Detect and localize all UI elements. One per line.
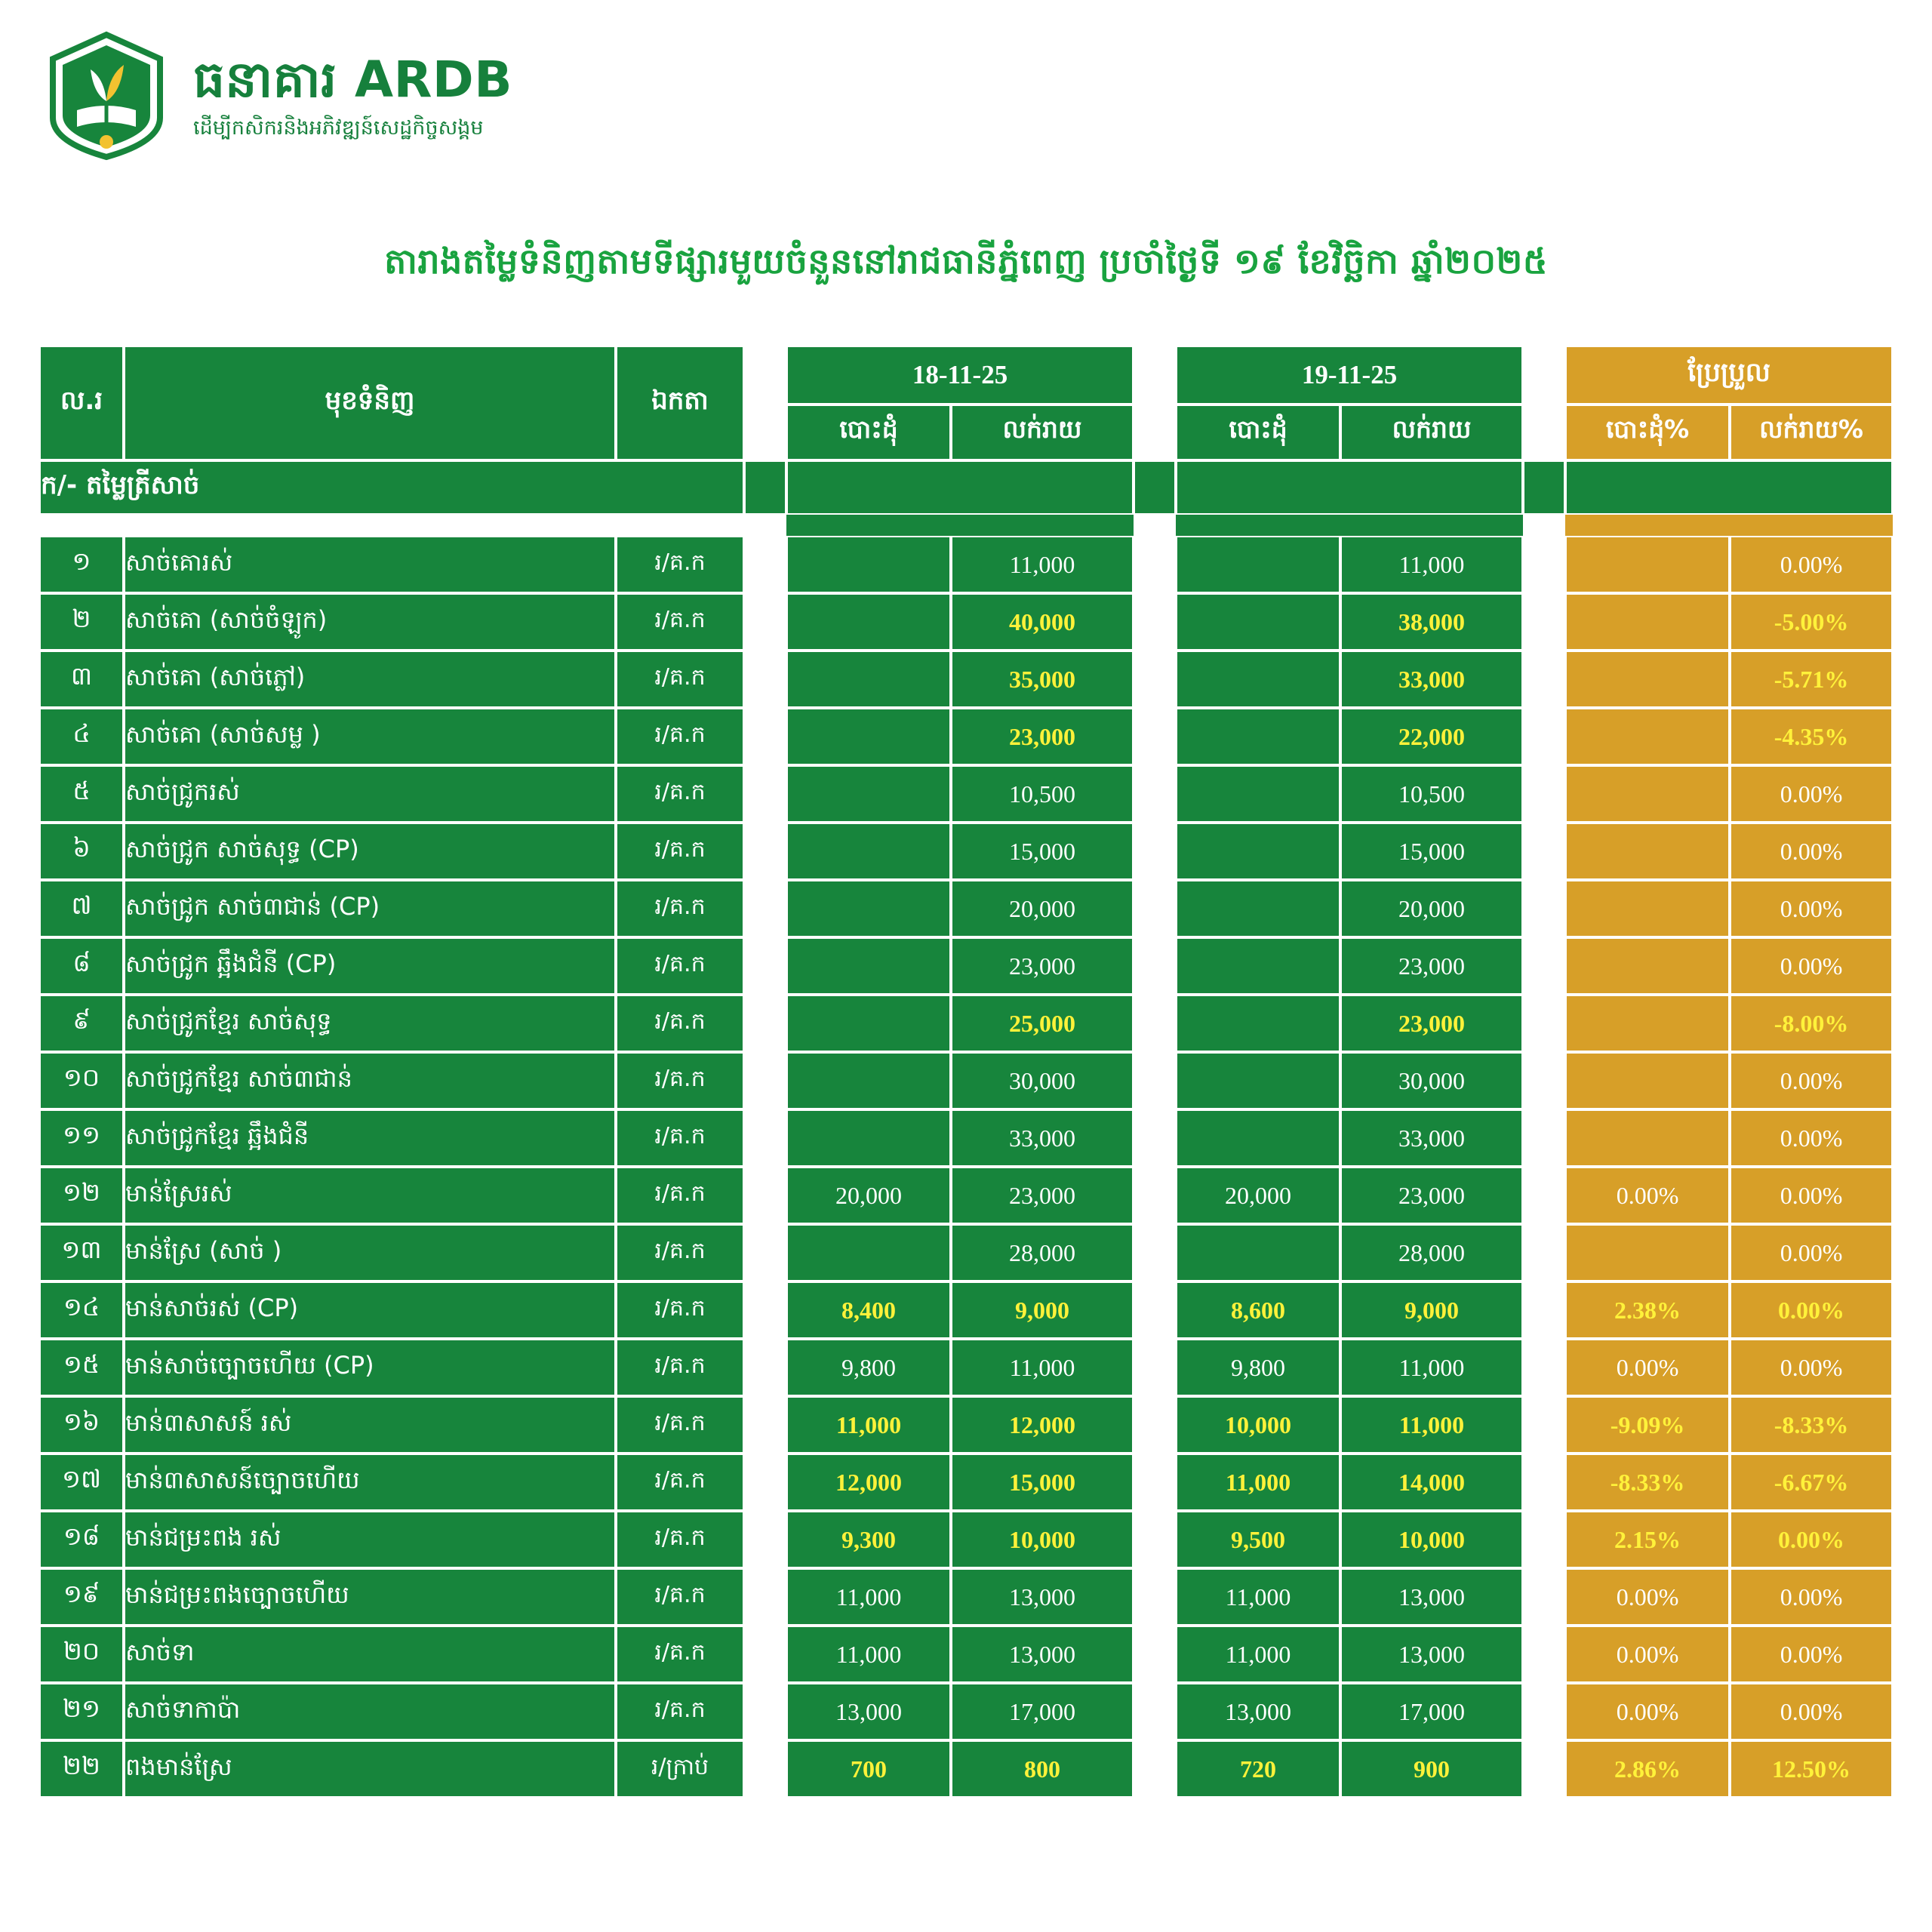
brand-header [39, 29, 512, 163]
cell-change-retail: -6.67% [1730, 1454, 1893, 1511]
col-header-wholesale-2: បោះដុំ [1176, 405, 1340, 460]
cell-change-retail: 0.00% [1730, 1167, 1893, 1224]
cell-date2-retail: 28,000 [1340, 1224, 1523, 1281]
table-row [39, 651, 1893, 708]
table-row [39, 1568, 1893, 1626]
row-item-name: មាន់៣សាសន៍ច្បោចហើយ [124, 1454, 616, 1511]
row-number: ២២ [39, 1740, 124, 1798]
col-header-wholesale-pct: បោះដុំ% [1565, 405, 1730, 460]
cell-date2-wholesale [1176, 823, 1340, 880]
cell-date1-retail: 23,000 [951, 708, 1134, 765]
cell-date1-wholesale [786, 995, 951, 1052]
cell-change-wholesale [1565, 536, 1730, 593]
row-number: ៥ [39, 765, 124, 823]
row-unit: រ/គ.ក [616, 880, 744, 937]
cell-change-retail: 0.00% [1730, 536, 1893, 593]
cell-date2-retail: 30,000 [1340, 1052, 1523, 1109]
row-item-name: សាច់គោរស់ [124, 536, 616, 593]
row-number: ២១ [39, 1683, 124, 1740]
value-block-spacer [39, 515, 1893, 536]
cell-change-wholesale: 2.15% [1565, 1511, 1730, 1568]
cell-date2-retail: 17,000 [1340, 1683, 1523, 1740]
row-unit: រ/គ.ក [616, 651, 744, 708]
row-unit: រ/គ.ក [616, 1167, 744, 1224]
cell-change-wholesale: 0.00% [1565, 1167, 1730, 1224]
cell-date1-wholesale: 12,000 [786, 1454, 951, 1511]
row-number: ២០ [39, 1626, 124, 1683]
cell-date2-wholesale [1176, 1109, 1340, 1167]
table-row [39, 1683, 1893, 1740]
cell-change-wholesale [1565, 995, 1730, 1052]
row-unit: រ/គ.ក [616, 765, 744, 823]
cell-date1-retail: 15,000 [951, 1454, 1134, 1511]
cell-date1-retail: 30,000 [951, 1052, 1134, 1109]
cell-date2-retail: 11,000 [1340, 536, 1523, 593]
row-number: ២ [39, 593, 124, 651]
row-item-name: សាច់ទា [124, 1626, 616, 1683]
row-number: ១៨ [39, 1511, 124, 1568]
row-item-name: សាច់គោ (សាច់ចំឡូក) [124, 593, 616, 651]
cell-change-retail: 0.00% [1730, 1052, 1893, 1109]
cell-change-retail: 0.00% [1730, 1224, 1893, 1281]
cell-date2-retail: 11,000 [1340, 1396, 1523, 1454]
cell-date2-retail: 10,000 [1340, 1511, 1523, 1568]
row-item-name: ពងមាន់ស្រែ [124, 1740, 616, 1798]
cell-date1-wholesale [786, 651, 951, 708]
row-number: ៩ [39, 995, 124, 1052]
table-row [39, 1281, 1893, 1339]
table-section-header [39, 460, 1893, 515]
cell-change-wholesale: 0.00% [1565, 1568, 1730, 1626]
brand-tagline: ដើម្បីកសិករនិងអភិវឌ្ឍន៍សេដ្ឋកិច្ចសង្គម [193, 115, 484, 140]
table-body [39, 460, 1893, 1798]
cell-date1-wholesale: 13,000 [786, 1683, 951, 1740]
cell-date2-retail: 23,000 [1340, 1167, 1523, 1224]
table-row [39, 536, 1893, 593]
cell-date1-wholesale [786, 823, 951, 880]
table-row [39, 1511, 1893, 1568]
row-unit: រ/គ.ក [616, 1281, 744, 1339]
cell-date1-retail: 13,000 [951, 1568, 1134, 1626]
table-row [39, 1740, 1893, 1798]
cell-date2-wholesale: 11,000 [1176, 1568, 1340, 1626]
cell-date2-wholesale [1176, 880, 1340, 937]
row-item-name: មាន់សាច់ច្បោចហើយ (CP) [124, 1339, 616, 1396]
row-item-name: សាច់ជ្រូក សាច់៣ជាន់ (CP) [124, 880, 616, 937]
col-header-wholesale-1: បោះដុំ [786, 405, 951, 460]
table-row [39, 1454, 1893, 1511]
cell-change-retail: 12.50% [1730, 1740, 1893, 1798]
cell-date1-retail: 13,000 [951, 1626, 1134, 1683]
cell-change-retail: -4.35% [1730, 708, 1893, 765]
cell-date2-wholesale: 720 [1176, 1740, 1340, 1798]
page-title: តារាងតម្លៃទំនិញតាមទីផ្សារមួយចំនួននៅរាជធានីភ្នំពេញ ប្រចាំថ្ងៃទី ១៩ ខែវិច្ឆិកា ឆ្នាំ២០២៥ [384, 241, 1548, 281]
row-number: ៣ [39, 651, 124, 708]
cell-date2-retail: 9,000 [1340, 1281, 1523, 1339]
cell-date2-wholesale [1176, 937, 1340, 995]
cell-date1-wholesale: 11,000 [786, 1568, 951, 1626]
table-row [39, 1052, 1893, 1109]
row-item-name: សាច់គោ (សាច់ភ្លៅ) [124, 651, 616, 708]
row-unit: រ/ក្រាប់ [616, 1740, 744, 1798]
row-number: ១២ [39, 1167, 124, 1224]
row-unit: រ/គ.ក [616, 823, 744, 880]
col-header-item: មុខទំនិញ [124, 346, 616, 460]
table-row [39, 937, 1893, 995]
cell-date1-retail: 800 [951, 1740, 1134, 1798]
row-unit: រ/គ.ក [616, 1454, 744, 1511]
cell-change-wholesale: 0.00% [1565, 1683, 1730, 1740]
cell-change-retail: 0.00% [1730, 1109, 1893, 1167]
table-row [39, 880, 1893, 937]
cell-change-wholesale [1565, 651, 1730, 708]
cell-date1-wholesale [786, 880, 951, 937]
table-row [39, 823, 1893, 880]
cell-date1-wholesale: 9,300 [786, 1511, 951, 1568]
cell-date1-retail: 10,500 [951, 765, 1134, 823]
cell-change-wholesale [1565, 765, 1730, 823]
row-number: ១០ [39, 1052, 124, 1109]
cell-change-retail: 0.00% [1730, 1568, 1893, 1626]
cell-change-wholesale: 0.00% [1565, 1339, 1730, 1396]
cell-change-wholesale [1565, 1224, 1730, 1281]
row-unit: រ/គ.ក [616, 1109, 744, 1167]
cell-date2-retail: 13,000 [1340, 1568, 1523, 1626]
row-number: ១ [39, 536, 124, 593]
col-header-date-1: 18-11-25 [786, 346, 1134, 405]
row-unit: រ/គ.ក [616, 995, 744, 1052]
col-header-retail-1: លក់រាយ [951, 405, 1134, 460]
cell-date2-wholesale [1176, 1052, 1340, 1109]
row-unit: រ/គ.ក [616, 708, 744, 765]
cell-date1-wholesale: 11,000 [786, 1626, 951, 1683]
row-number: ១១ [39, 1109, 124, 1167]
gap-2 [1134, 346, 1176, 460]
brand-name: ធនាគារ ARDB [193, 50, 512, 109]
table-row [39, 1396, 1893, 1454]
cell-change-retail: 0.00% [1730, 1683, 1893, 1740]
gap-3 [1523, 346, 1565, 460]
table-row [39, 1224, 1893, 1281]
cell-date1-wholesale [786, 765, 951, 823]
row-item-name: សាច់ជ្រូករស់ [124, 765, 616, 823]
cell-date1-wholesale: 9,800 [786, 1339, 951, 1396]
cell-change-wholesale: -8.33% [1565, 1454, 1730, 1511]
cell-date1-wholesale: 700 [786, 1740, 951, 1798]
row-unit: រ/គ.ក [616, 1511, 744, 1568]
cell-date2-wholesale: 8,600 [1176, 1281, 1340, 1339]
cell-change-wholesale [1565, 1109, 1730, 1167]
table-row [39, 1339, 1893, 1396]
cell-date2-retail: 33,000 [1340, 651, 1523, 708]
cell-change-wholesale [1565, 880, 1730, 937]
row-unit: រ/គ.ក [616, 1626, 744, 1683]
cell-date2-wholesale: 11,000 [1176, 1454, 1340, 1511]
cell-date1-wholesale [786, 937, 951, 995]
cell-date2-wholesale [1176, 536, 1340, 593]
cell-date1-retail: 15,000 [951, 823, 1134, 880]
cell-change-retail: 0.00% [1730, 1339, 1893, 1396]
row-item-name: មាន់ស្រែរស់ [124, 1167, 616, 1224]
row-unit: រ/គ.ក [616, 1396, 744, 1454]
col-header-change: ប្រែប្រួល [1565, 346, 1893, 405]
cell-date1-retail: 20,000 [951, 880, 1134, 937]
row-number: ៧ [39, 880, 124, 937]
cell-date1-retail: 23,000 [951, 937, 1134, 995]
table-row [39, 1167, 1893, 1224]
row-number: ៤ [39, 708, 124, 765]
cell-date2-wholesale: 20,000 [1176, 1167, 1340, 1224]
cell-change-wholesale: 0.00% [1565, 1626, 1730, 1683]
row-unit: រ/គ.ក [616, 1224, 744, 1281]
ardb-leaf-book-logo-icon [39, 29, 174, 163]
cell-date1-wholesale [786, 1052, 951, 1109]
cell-date2-wholesale [1176, 995, 1340, 1052]
row-number: ១៤ [39, 1281, 124, 1339]
row-item-name: មាន់ជម្រះពង រស់ [124, 1511, 616, 1568]
cell-date1-retail: 28,000 [951, 1224, 1134, 1281]
cell-date1-wholesale [786, 1109, 951, 1167]
row-unit: រ/គ.ក [616, 1683, 744, 1740]
cell-date1-wholesale: 8,400 [786, 1281, 951, 1339]
table-head [39, 346, 1893, 460]
section-label: ក/- តម្លៃត្រីសាច់ [39, 460, 744, 515]
row-item-name: មាន់សាច់រស់ (CP) [124, 1281, 616, 1339]
cell-date1-wholesale [786, 708, 951, 765]
cell-date1-wholesale: 11,000 [786, 1396, 951, 1454]
cell-date1-retail: 35,000 [951, 651, 1134, 708]
cell-date1-retail: 17,000 [951, 1683, 1134, 1740]
table-row [39, 1109, 1893, 1167]
cell-date1-retail: 12,000 [951, 1396, 1134, 1454]
row-number: ១៣ [39, 1224, 124, 1281]
table-row [39, 765, 1893, 823]
cell-date1-retail: 10,000 [951, 1511, 1134, 1568]
row-item-name: សាច់គោ (សាច់សម្ល ) [124, 708, 616, 765]
cell-date2-retail: 10,500 [1340, 765, 1523, 823]
row-unit: រ/គ.ក [616, 937, 744, 995]
cell-change-wholesale [1565, 708, 1730, 765]
cell-date2-wholesale [1176, 765, 1340, 823]
row-number: ១៥ [39, 1339, 124, 1396]
cell-date2-retail: 15,000 [1340, 823, 1523, 880]
cell-date1-retail: 11,000 [951, 1339, 1134, 1396]
col-header-retail-pct: លក់រាយ% [1730, 405, 1893, 460]
row-number: ១៧ [39, 1454, 124, 1511]
cell-change-retail: 0.00% [1730, 1511, 1893, 1568]
row-item-name: សាច់ជ្រូកខ្មែរ សាច់សុទ្ធ [124, 995, 616, 1052]
cell-date2-wholesale: 13,000 [1176, 1683, 1340, 1740]
cell-date2-retail: 20,000 [1340, 880, 1523, 937]
cell-change-retail: -5.00% [1730, 593, 1893, 651]
row-item-name: មាន់ជម្រះពងច្បោចហើយ [124, 1568, 616, 1626]
cell-date2-wholesale [1176, 708, 1340, 765]
cell-change-wholesale: 2.86% [1565, 1740, 1730, 1798]
cell-date1-retail: 33,000 [951, 1109, 1134, 1167]
row-item-name: សាច់ជ្រូក ឆ្អឹងជំនី (CP) [124, 937, 616, 995]
table-row [39, 708, 1893, 765]
price-table [39, 346, 1893, 1798]
cell-date2-wholesale [1176, 593, 1340, 651]
cell-date2-wholesale: 11,000 [1176, 1626, 1340, 1683]
row-item-name: មាន់៣សាសន៍ រស់ [124, 1396, 616, 1454]
cell-change-retail: -8.33% [1730, 1396, 1893, 1454]
price-table-container [39, 346, 1893, 1798]
cell-date2-retail: 13,000 [1340, 1626, 1523, 1683]
cell-change-retail: -8.00% [1730, 995, 1893, 1052]
cell-change-retail: 0.00% [1730, 823, 1893, 880]
cell-date2-retail: 38,000 [1340, 593, 1523, 651]
header-row-dates [39, 346, 1893, 405]
row-unit: រ/គ.ក [616, 1052, 744, 1109]
cell-change-retail: 0.00% [1730, 1281, 1893, 1339]
cell-date2-retail: 14,000 [1340, 1454, 1523, 1511]
cell-change-wholesale [1565, 823, 1730, 880]
cell-date1-retail: 9,000 [951, 1281, 1134, 1339]
cell-date1-wholesale: 20,000 [786, 1167, 951, 1224]
cell-date1-retail: 25,000 [951, 995, 1134, 1052]
col-header-no: ល.រ [39, 346, 124, 460]
cell-date1-retail: 11,000 [951, 536, 1134, 593]
cell-change-wholesale [1565, 1052, 1730, 1109]
cell-date2-retail: 11,000 [1340, 1339, 1523, 1396]
cell-date2-wholesale [1176, 651, 1340, 708]
row-item-name: សាច់ជ្រូក សាច់សុទ្ធ (CP) [124, 823, 616, 880]
cell-change-retail: 0.00% [1730, 1626, 1893, 1683]
cell-date1-wholesale [786, 593, 951, 651]
cell-date2-retail: 22,000 [1340, 708, 1523, 765]
row-unit: រ/គ.ក [616, 1568, 744, 1626]
cell-date1-wholesale [786, 536, 951, 593]
row-item-name: សាច់ទាកាប៉ា [124, 1683, 616, 1740]
col-header-date-2: 19-11-25 [1176, 346, 1523, 405]
cell-date2-retail: 900 [1340, 1740, 1523, 1798]
cell-date2-retail: 33,000 [1340, 1109, 1523, 1167]
row-unit: រ/គ.ក [616, 593, 744, 651]
col-header-unit: ឯកតា [616, 346, 744, 460]
cell-date1-wholesale [786, 1224, 951, 1281]
table-row [39, 593, 1893, 651]
row-item-name: សាច់ជ្រូកខ្មែរ សាច់៣ជាន់ [124, 1052, 616, 1109]
cell-date2-wholesale [1176, 1224, 1340, 1281]
row-item-name: សាច់ជ្រូកខ្មែរ ឆ្អឹងជំនី [124, 1109, 616, 1167]
cell-change-retail: 0.00% [1730, 937, 1893, 995]
row-number: ៨ [39, 937, 124, 995]
row-number: ១៦ [39, 1396, 124, 1454]
cell-change-retail: 0.00% [1730, 880, 1893, 937]
cell-date2-retail: 23,000 [1340, 937, 1523, 995]
cell-date1-retail: 23,000 [951, 1167, 1134, 1224]
cell-change-wholesale: -9.09% [1565, 1396, 1730, 1454]
gap-1 [744, 346, 786, 460]
cell-date2-wholesale: 9,800 [1176, 1339, 1340, 1396]
cell-change-wholesale [1565, 593, 1730, 651]
cell-date2-retail: 23,000 [1340, 995, 1523, 1052]
cell-date1-retail: 40,000 [951, 593, 1134, 651]
cell-date2-wholesale: 10,000 [1176, 1396, 1340, 1454]
col-header-retail-2: លក់រាយ [1340, 405, 1523, 460]
row-unit: រ/គ.ក [616, 1339, 744, 1396]
cell-change-wholesale [1565, 937, 1730, 995]
table-row [39, 995, 1893, 1052]
table-row [39, 1626, 1893, 1683]
cell-change-wholesale: 2.38% [1565, 1281, 1730, 1339]
row-number: ៦ [39, 823, 124, 880]
row-item-name: មាន់ស្រែ (សាច់ ) [124, 1224, 616, 1281]
cell-change-retail: 0.00% [1730, 765, 1893, 823]
cell-change-retail: -5.71% [1730, 651, 1893, 708]
row-unit: រ/គ.ក [616, 536, 744, 593]
row-number: ១៩ [39, 1568, 124, 1626]
cell-date2-wholesale: 9,500 [1176, 1511, 1340, 1568]
